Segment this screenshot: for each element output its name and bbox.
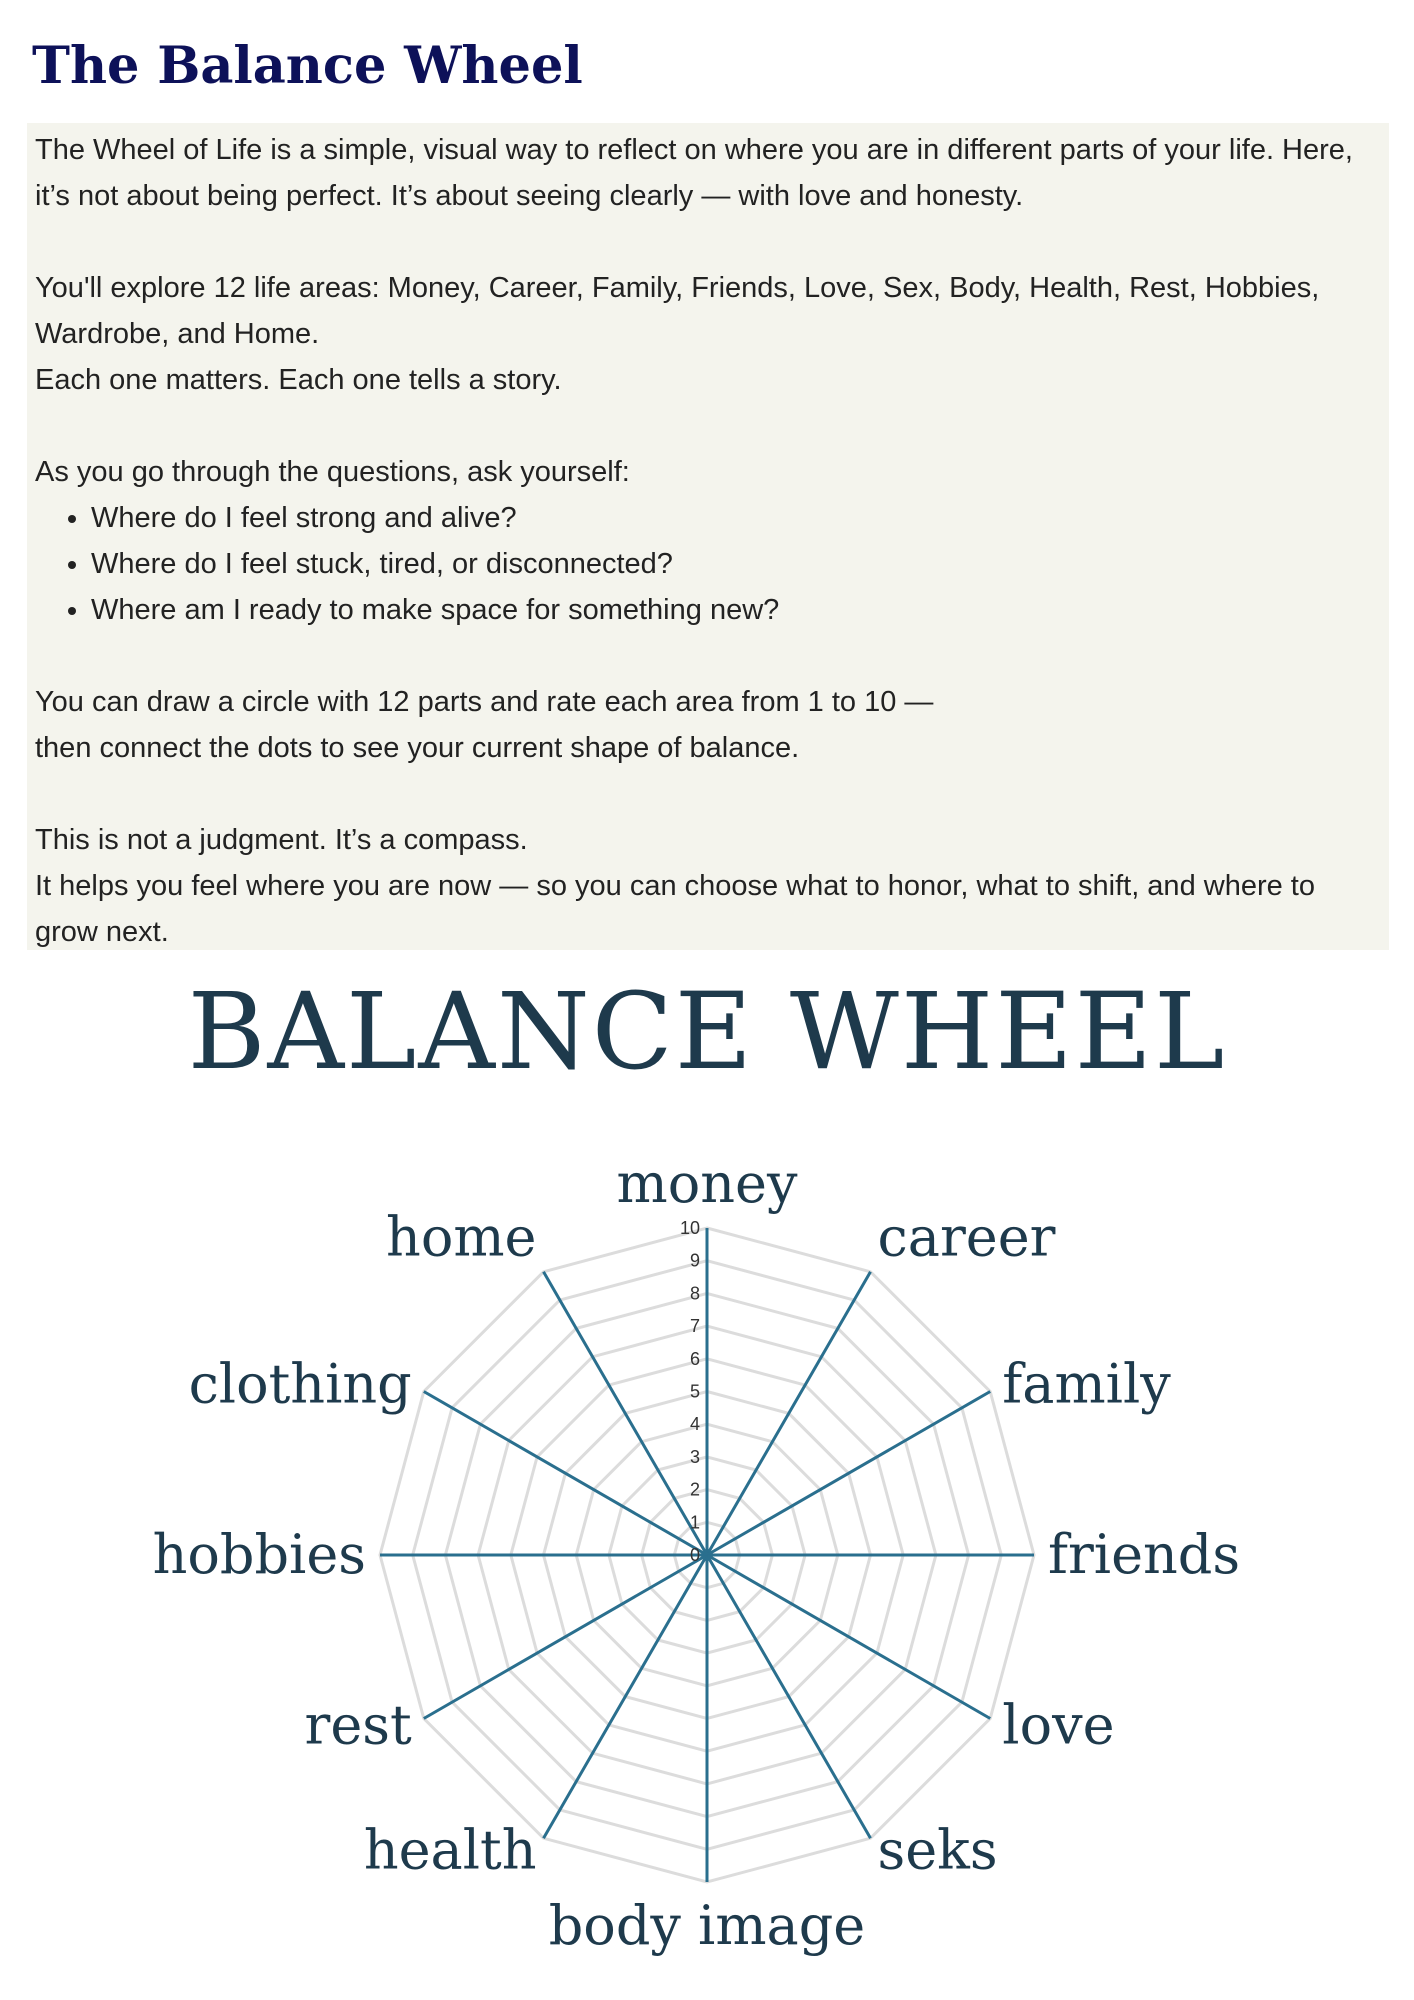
scale-tick-label: 6 <box>689 1348 700 1369</box>
area-label-rest: rest <box>304 1693 412 1757</box>
area-label-hobbies: hobbies <box>152 1523 366 1586</box>
question-item: • Where do I feel stuck, tired, or disconnected? <box>91 541 1381 587</box>
scale-tick-label: 4 <box>689 1414 700 1435</box>
story-line: Each one matters. Each one tells a story. <box>35 364 562 396</box>
balance-wheel-figure <box>0 960 1414 1990</box>
question-item: • Where do I feel strong and alive? <box>91 495 1381 541</box>
scale-tick-label: 0 <box>689 1545 700 1565</box>
scale-tick-label: 3 <box>689 1446 700 1467</box>
scale-tick-label: 7 <box>689 1316 700 1337</box>
life-areas-paragraph: You'll explore 12 life areas: Money, Career, Family, Friends, Love, Sex, Body, Health, Rest, Hobbies, Wardrobe, and Home. <box>35 272 1320 350</box>
paragraph-spacer <box>35 403 1381 449</box>
area-label-friends: friends <box>1048 1523 1241 1586</box>
intro-panel <box>27 123 1389 950</box>
wheel-spokes <box>380 1228 1034 1882</box>
area-label-seks: seks <box>877 1818 998 1882</box>
wheel-title: BALANCE WHEEL <box>187 970 1227 1093</box>
area-label-money: money <box>616 1152 798 1215</box>
scale-tick-label: 5 <box>689 1381 700 1402</box>
area-label-family: family <box>1002 1352 1171 1416</box>
area-label-love: love <box>1002 1693 1115 1757</box>
area-label-health: health <box>363 1818 537 1882</box>
scale-tick-label: 10 <box>679 1218 700 1238</box>
question-item: • Where am I ready to make space for something new? <box>91 587 1381 633</box>
scale-tick-label: 9 <box>689 1250 700 1271</box>
instructions-line: then connect the dots to see your current shape of balance. <box>35 732 800 764</box>
closing-line: It helps you feel where you are now — so you can choose what to honor, what to shift, and where to grow next. <box>35 870 1315 948</box>
paragraph-spacer <box>35 219 1381 265</box>
paragraph-spacer <box>35 633 1381 679</box>
area-label-body-image: body image <box>548 1894 866 1957</box>
closing-line: This is not a judgment. It’s a compass. <box>35 824 528 856</box>
question-list <box>35 495 1381 633</box>
paragraph-spacer <box>35 771 1381 817</box>
area-label-clothing: clothing <box>188 1352 412 1416</box>
intro-paragraph: The Wheel of Life is a simple, visual way to reflect on where you are in different parts of your life. Here, it’s not about being perfect. It’s about seeing clearly — with love and honesty. <box>35 134 1353 212</box>
scale-tick-label: 8 <box>689 1283 700 1304</box>
page-title: The Balance Wheel <box>32 36 583 96</box>
instructions-line: You can draw a circle with 12 parts and rate each area from 1 to 10 — <box>35 686 934 718</box>
scale-tick-label: 1 <box>689 1512 700 1533</box>
area-label-career: career <box>877 1205 1056 1269</box>
scale-tick-label: 2 <box>689 1479 700 1500</box>
questions-lead: As you go through the questions, ask yourself: <box>35 456 630 488</box>
area-label-home: home <box>386 1205 537 1269</box>
